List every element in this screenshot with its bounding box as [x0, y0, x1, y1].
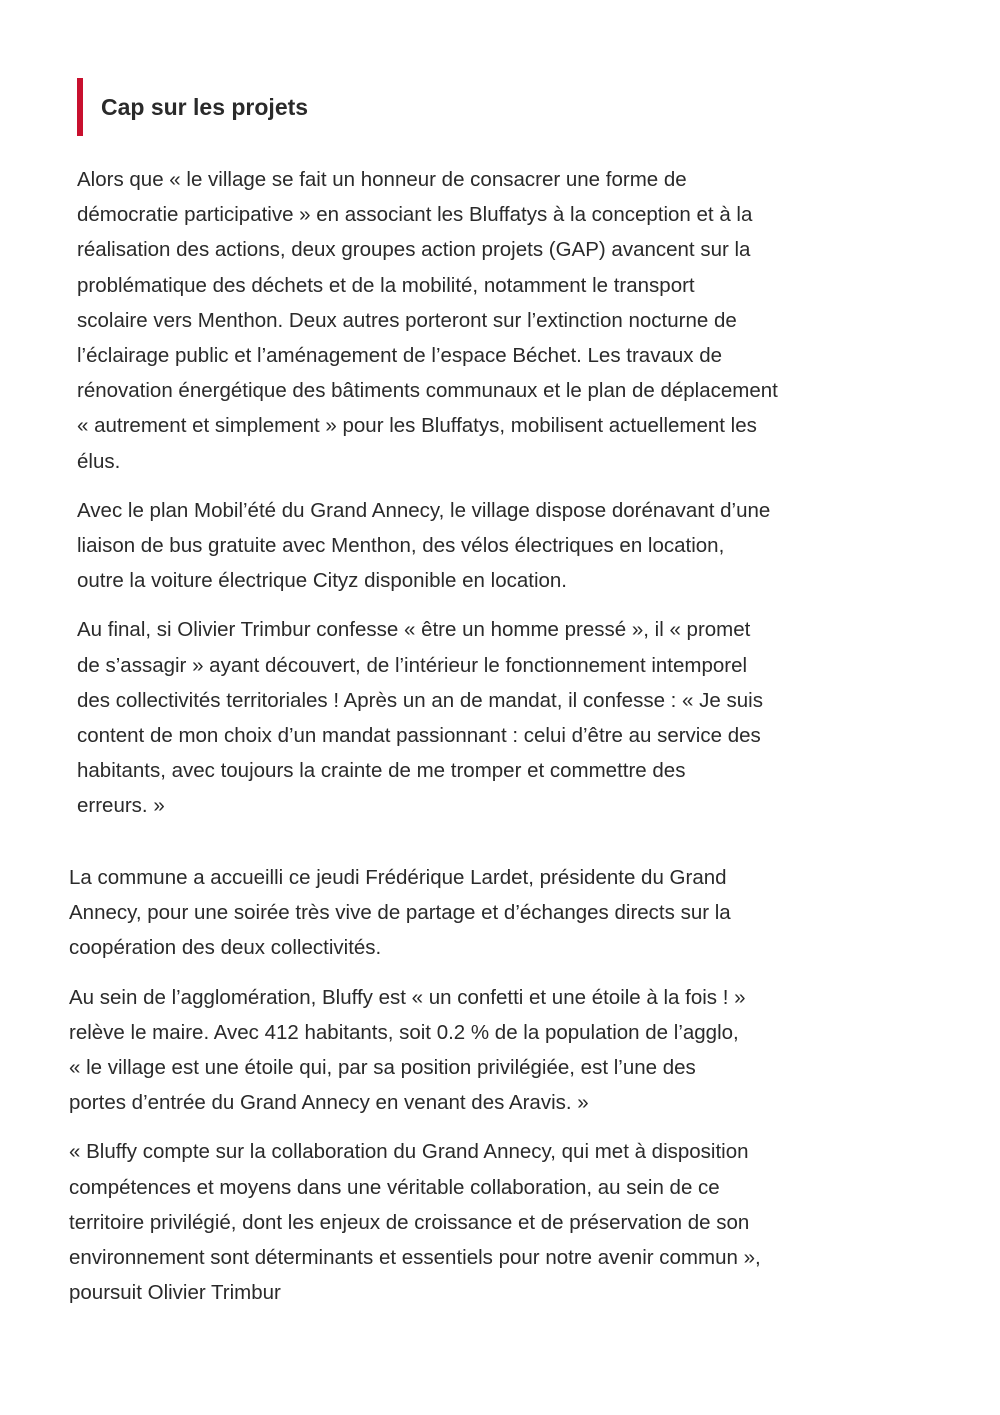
text-line: habitants, avec toujours la crainte de me tromper et commettre des [77, 759, 686, 783]
text-line: Alors que « le village se fait un honneur de consacrer une forme de [77, 168, 687, 191]
text-line: liaison de bus gratuite avec Menthon, des vélos électriques en location, [77, 534, 725, 558]
text-line: « Bluffy compte sur la collaboration du Grand Annecy, qui met à disposition [69, 1140, 749, 1164]
text-line: l’éclairage public et l’aménagement de l’espace Béchet. Les travaux de [77, 344, 722, 368]
text-line: compétences et moyens dans une véritable collaboration, au sein de ce [69, 1175, 720, 1199]
text-line: problématique des déchets et de la mobilité, notamment le transport [77, 273, 695, 297]
heading-accent-bar [77, 78, 83, 136]
text-line: « autrement et simplement » pour les Bluffatys, mobilisent actuellement les [77, 414, 757, 438]
paragraph [69, 1134, 804, 1310]
paragraph [77, 162, 812, 479]
text-line: erreurs. » [77, 794, 165, 818]
paragraph [69, 860, 804, 966]
text-line: Au sein de l’agglomération, Bluffy est « un confetti et une étoile à la fois ! » [69, 985, 746, 1009]
section-heading [77, 78, 308, 136]
text-line: coopération des deux collectivités. [69, 936, 382, 960]
article-section-projects [77, 162, 812, 838]
paragraph [77, 612, 812, 823]
text-line: des collectivités territoriales ! Après un an de mandat, il confesse : « Je suis [77, 688, 763, 712]
text-line: poursuit Olivier Trimbur [69, 1281, 281, 1305]
text-line: scolaire vers Menthon. Deux autres porteront sur l’extinction nocturne de [77, 308, 737, 332]
text-line: réalisation des actions, deux groupes action projets (GAP) avancent sur la [77, 238, 751, 262]
text-line: relève le maire. Avec 412 habitants, soit 0.2 % de la population de l’agglo, [69, 1020, 739, 1044]
text-line: Avec le plan Mobil’été du Grand Annecy, le village dispose dorénavant d’une [77, 498, 771, 522]
text-line: démocratie participative » en associant les Bluffatys à la conception et à la [77, 203, 753, 227]
text-line: outre la voiture électrique Cityz disponible en location. [77, 569, 567, 593]
text-line: La commune a accueilli ce jeudi Frédérique Lardet, présidente du Grand [69, 866, 727, 889]
text-line: portes d’entrée du Grand Annecy en venant des Aravis. » [69, 1091, 589, 1115]
text-line: « le village est une étoile qui, par sa position privilégiée, est l’une des [69, 1056, 696, 1080]
paragraph [69, 980, 804, 1121]
article-section-cooperation [69, 860, 804, 1324]
heading-title: Cap sur les projets [101, 93, 309, 120]
text-line: Annecy, pour une soirée très vive de partage et d’échanges directs sur la [69, 901, 731, 925]
text-line: environnement sont déterminants et essentiels pour notre avenir commun », [69, 1246, 761, 1270]
text-line: Au final, si Olivier Trimbur confesse « être un homme pressé », il « promet [77, 618, 751, 642]
text-line: de s’assagir » ayant découvert, de l’intérieur le fonctionnement intemporel [77, 653, 748, 677]
text-line: content de mon choix d’un mandat passionnant : celui d’être au service des [77, 724, 761, 748]
text-line: élus. [77, 449, 121, 473]
text-line: territoire privilégié, dont les enjeux de croissance et de préservation de son [69, 1210, 750, 1234]
paragraph [77, 493, 812, 599]
text-line: rénovation énergétique des bâtiments communaux et le plan de déplacement [77, 379, 778, 403]
